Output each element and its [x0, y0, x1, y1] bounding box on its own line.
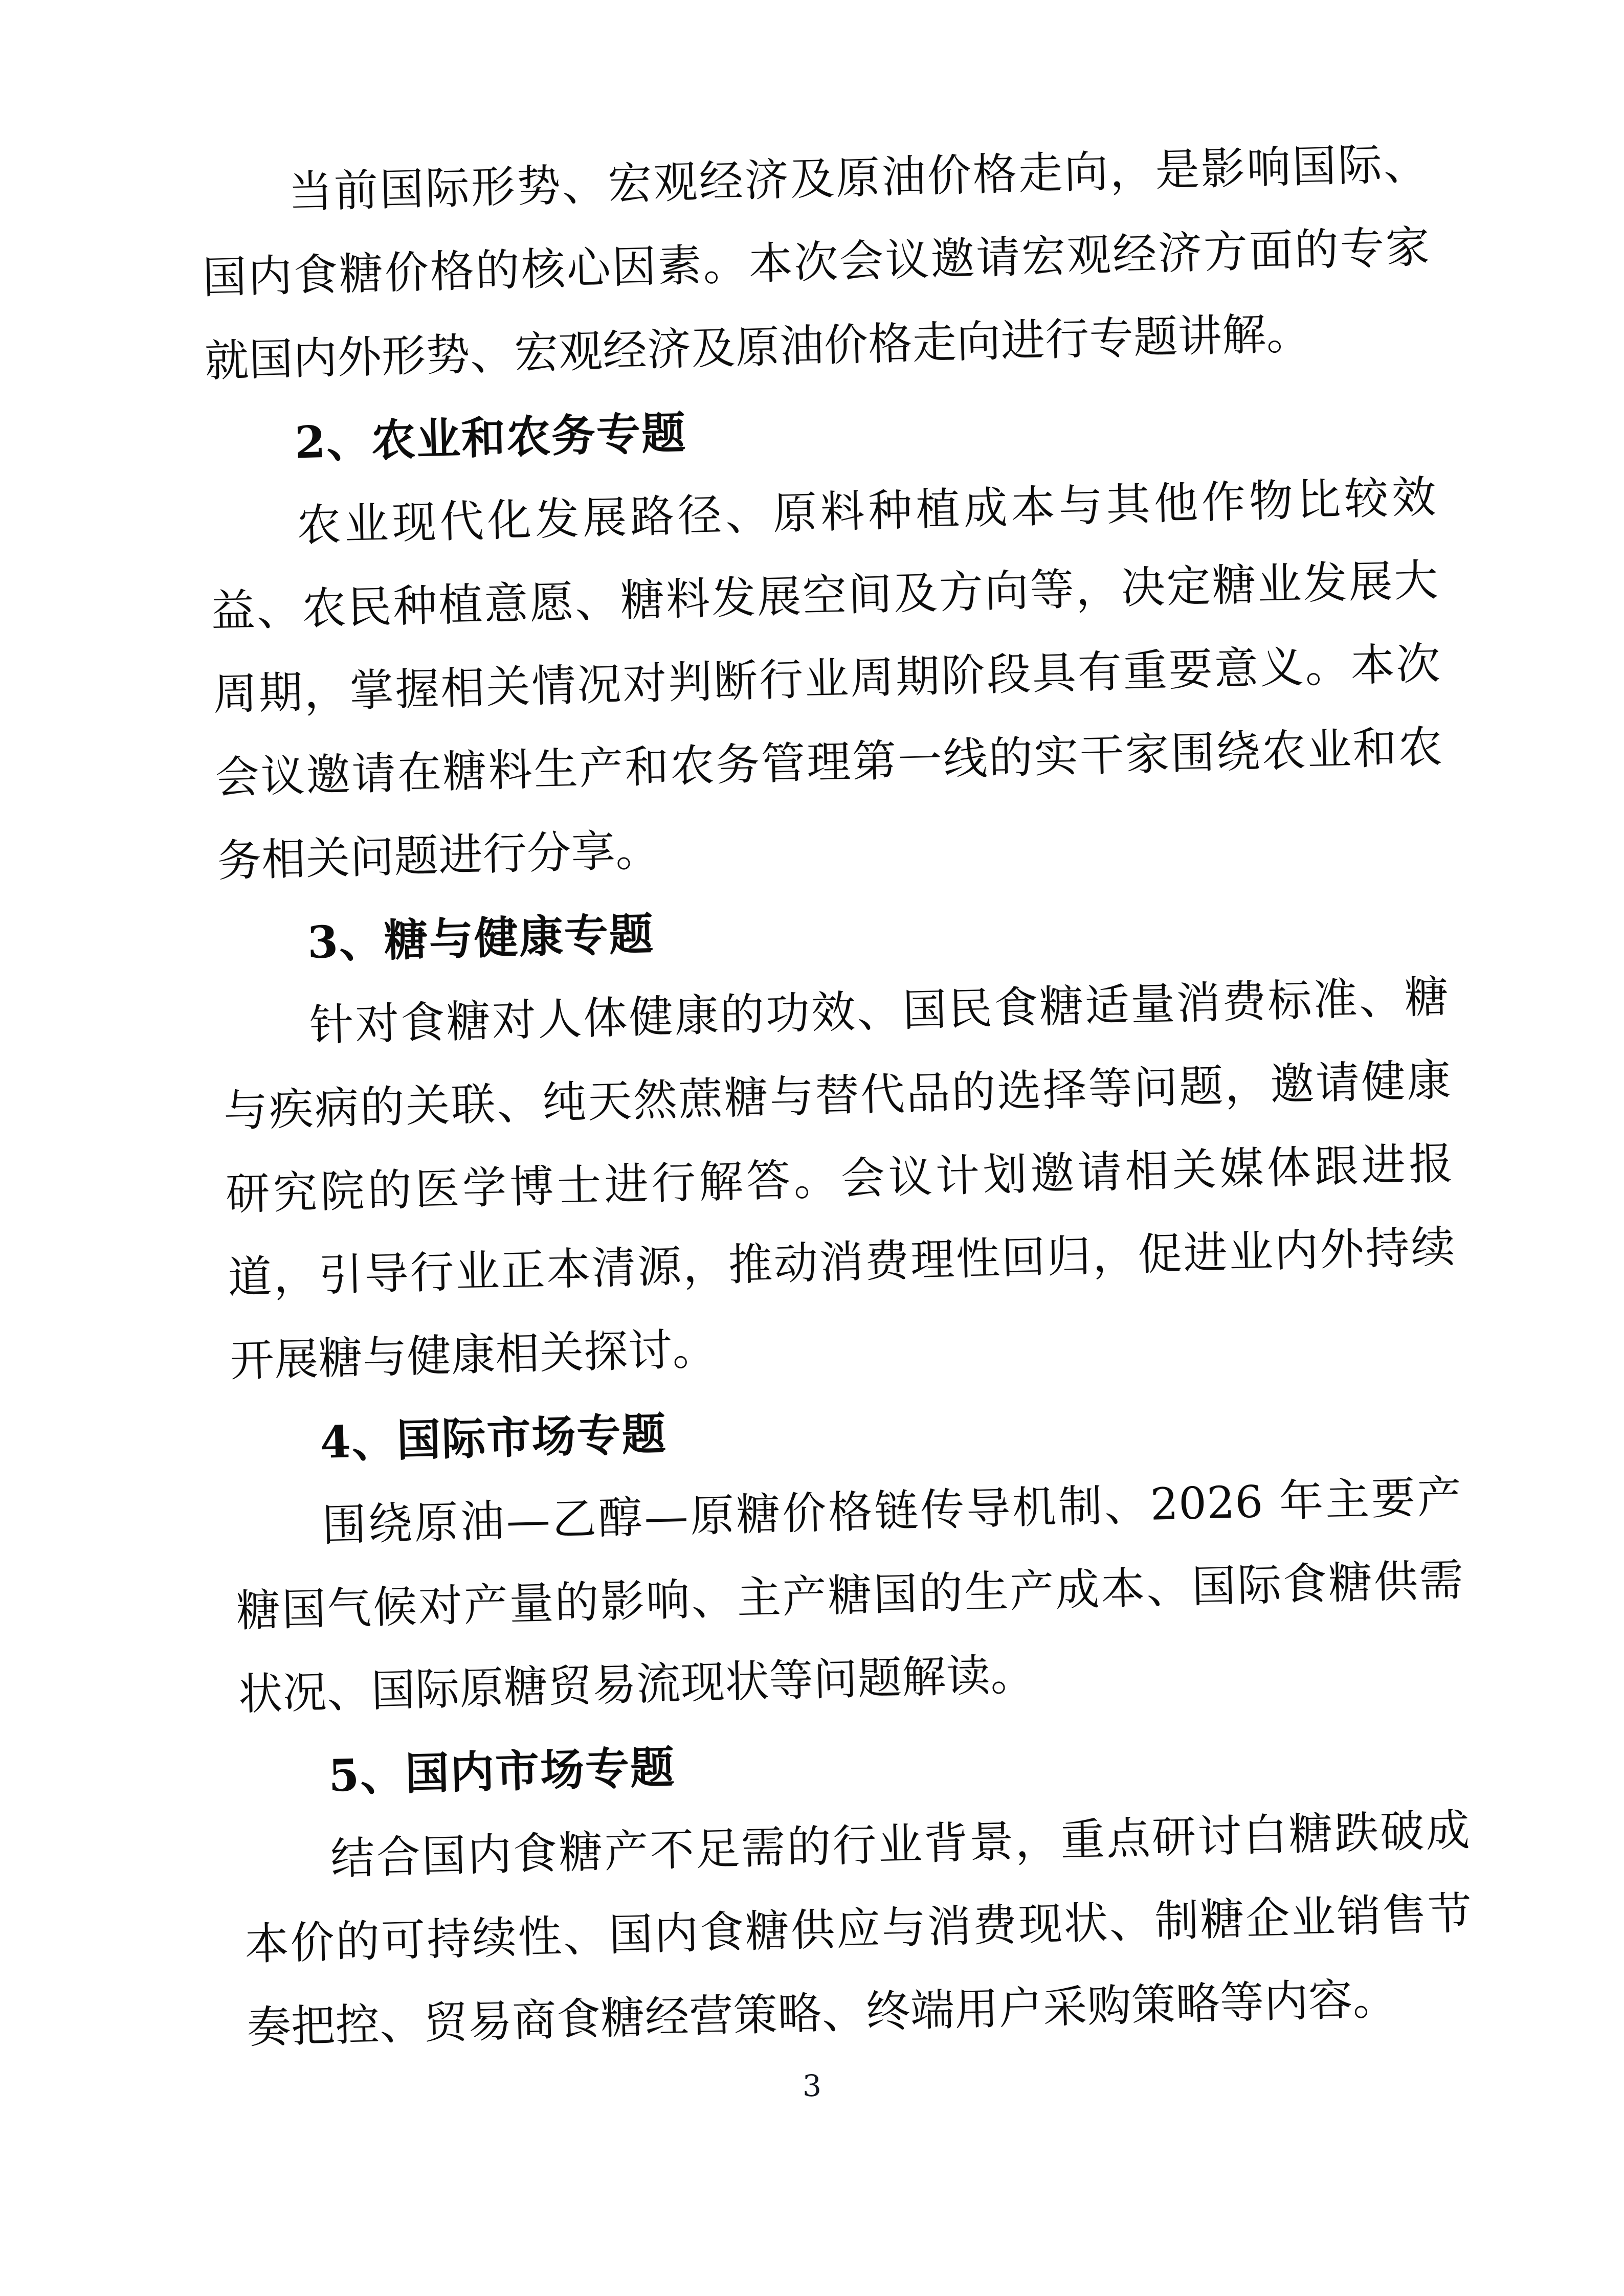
heading-section-3: 3、糖与健康专题: [306, 908, 655, 969]
paragraph-section-5-body: 结合国内食糖产不足需的行业背景，重点研讨白糖跌破成本价的可持续性、国内食糖供应与消费现状、制糖企业销售节奏把控、贸易商食糖经营策略、终端用户采购策略等内容。: [244, 1805, 1473, 2054]
paragraph-section-2-body: 农业现代化发展路径、原料种植成本与其他作物比较效益、农民种植意愿、糖料发展空间及方向等，决定糖业发展大周期，掌握相关情况对判断行业周期阶段具有重要意义。本次会议邀请在糖料生产和农务管理第一线的实干家围绕农业和农务相关问题进行分享。: [210, 471, 1443, 887]
heading-section-5: 5、国内市场专题: [328, 1741, 676, 1802]
page-number: 3: [802, 2068, 822, 2104]
paragraph-macro-economy: 当前国际形势、宏观经济及原油价格走向，是影响国际、国内食糖价格的核心因素。本次会议邀请宏观经济方面的专家就国内外形势、宏观经济及原油价格走向进行专题讲解。: [202, 138, 1431, 387]
paragraph-section-4-body: 围绕原油—乙醇—原糖价格链传导机制、2026 年主要产糖国气候对产量的影响、主产糖国的生产成本、国际食糖供需状况、国际原糖贸易流现状等问题解读。: [235, 1471, 1464, 1721]
paragraph-section-3-body: 针对食糖对人体健康的功效、国民食糖适量消费标准、糖与疾病的关联、纯天然蔗糖与替代品的选择等问题，邀请健康研究院的医学博士进行解答。会议计划邀请相关媒体跟进报道，引导行业正本清源，推动消费理性回归，促进业内外持续开展糖与健康相关探讨。: [223, 971, 1456, 1387]
heading-section-2: 2、农业和农务专题: [294, 407, 687, 469]
document-text-body: [199, 122, 1475, 2070]
heading-section-4: 4、国际市场专题: [319, 1408, 668, 1469]
